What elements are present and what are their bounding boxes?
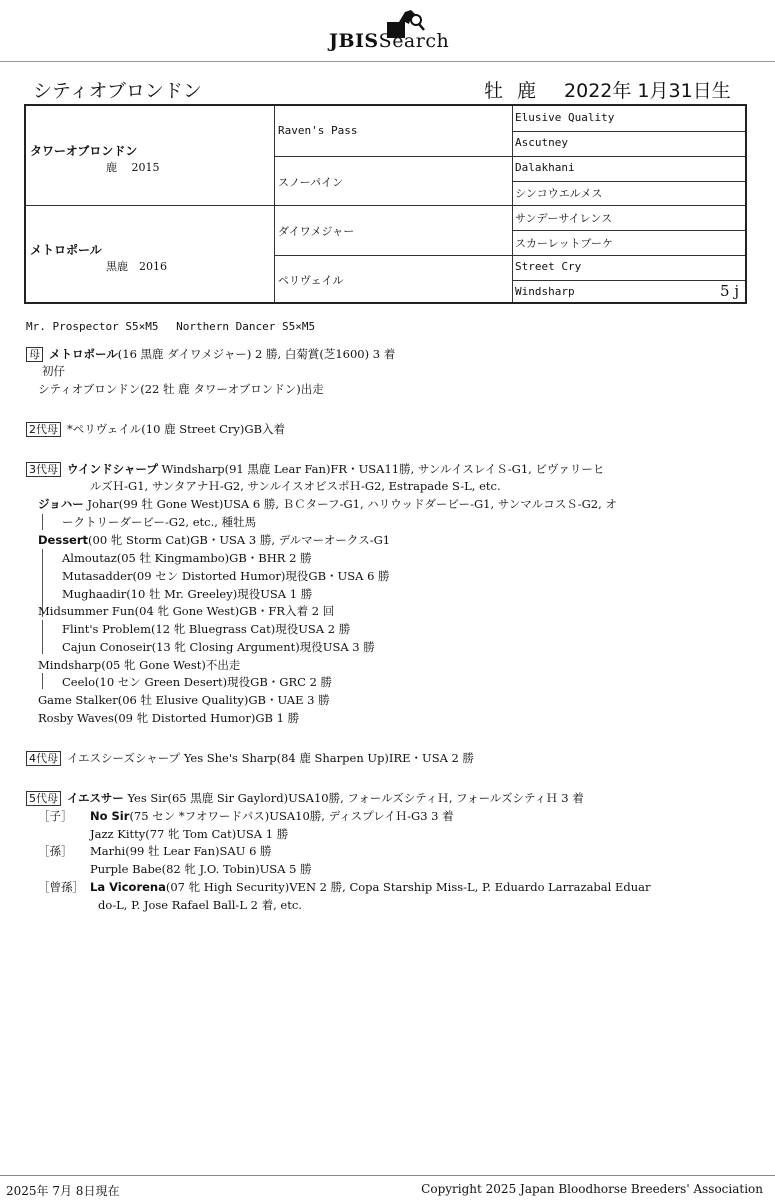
g2dam-line — [26, 422, 285, 437]
logo-text — [329, 30, 449, 52]
dam-line-name: メトロポール — [49, 347, 118, 361]
dam-info — [30, 258, 167, 274]
g5dam-line-3: Jazz Kitty(77 牝 Tom Cat)USA 1 勝 — [90, 827, 289, 841]
g4dam-text: イエスシーズシャープ Yes She's Sharp(84 鹿 Sharpen Up)IRE・USA 2 勝 — [67, 751, 475, 765]
g3dam-line-4: ークトリーダービー-G2, etc., 種牡馬 — [62, 515, 257, 529]
g3-ancestor[interactable]: Elusive Quality — [515, 111, 615, 124]
g5dam-kin-child: ［子］ — [38, 809, 73, 823]
horse-name: シティオブロンドン — [33, 80, 202, 102]
horse-birth: 2022年 1月31日生 — [564, 80, 731, 102]
g5dam-tag: 5代母 — [26, 791, 61, 806]
g3-ancestor[interactable]: スカーレットブーケ — [515, 237, 614, 250]
g3dam-line-10: Flint's Problem(12 牝 Bluegrass Cat)現役USA 2 勝 — [62, 622, 351, 636]
g3dam-line-11: Cajun Conoseir(13 牝 Closing Argument)現役USA 3 勝 — [62, 640, 375, 654]
logo-text-jbis: JBIS — [329, 30, 379, 52]
dam-line-1 — [26, 347, 395, 362]
g5dam-kin-grandchild: ［孫］ — [38, 844, 73, 858]
dam-line-2: 初仔 — [42, 364, 65, 378]
horse-color: 鹿 — [517, 80, 537, 102]
g3dam-line-6: Almoutaz(05 牡 Kingmambo)GB・BHR 2 勝 — [62, 551, 312, 565]
g3-ancestor[interactable]: Dalakhani — [515, 161, 575, 174]
g2-ancestor[interactable]: ダイワメジャー — [278, 225, 355, 238]
g2-ancestor[interactable]: スノーパイン — [278, 176, 344, 189]
g3dam-line-5 — [38, 533, 390, 547]
jbis-search-logo — [325, 8, 460, 56]
g5dam-line-7: do-L, P. Jose Rafael Ball-L 2 着, etc. — [98, 898, 302, 912]
g3dam-line-9: Midsummer Fun(04 牝 Gone West)GB・FR入着 2 回 — [38, 604, 335, 618]
horse-meta — [484, 76, 745, 103]
g3-ancestor[interactable]: Ascutney — [515, 136, 568, 149]
g2dam-text: *ペリヴェイル(10 鹿 Street Cry)GB入着 — [67, 422, 286, 436]
g4dam-line — [26, 751, 474, 766]
johar-name: ジョハー — [38, 497, 84, 511]
g5dam-line-5: Purple Babe(82 牝 J.O. Tobin)USA 5 勝 — [90, 862, 312, 876]
g2dam-tag: 2代母 — [26, 422, 61, 437]
inbreeding-text: Mr. Prospector S5×M5 Northern Dancer S5×M5 — [26, 320, 316, 333]
offspring-bar — [42, 673, 43, 689]
g3dam-line-15: Rosby Waves(09 牝 Distorted Humor)GB 1 勝 — [38, 711, 300, 725]
g3dam-line-12: Mindsharp(05 牝 Gone West)不出走 — [38, 658, 241, 672]
dam-tag: 母 — [26, 347, 43, 362]
dessert-detail: (00 牝 Storm Cat)GB・USA 3 勝, デルマーオークス-G1 — [88, 533, 391, 547]
dam-color: 黒鹿 — [106, 260, 128, 273]
g3dam-detail: Windsharp(91 黒鹿 Lear Fan)FR・USA11勝, サンルイスレイＳ-G1, ビヴァリーヒ — [157, 462, 605, 476]
footer-divider — [0, 1175, 775, 1176]
g2-ancestor[interactable]: ペリヴェイル — [278, 274, 344, 287]
g5dam-line-2 — [90, 809, 454, 823]
g5dam-name: イエスサー — [67, 791, 124, 805]
sire-color: 鹿 — [106, 161, 117, 174]
dam-line-detail: (16 黒鹿 ダイワメジャー) 2 勝, 白菊賞(芝1600) 3 着 — [117, 347, 396, 361]
g3dam-line-14: Game Stalker(06 牡 Elusive Quality)GB・UAE 3 勝 — [38, 693, 330, 707]
g3dam-line-3 — [38, 497, 617, 511]
horse-sex: 牡 — [484, 80, 504, 102]
dam-cell[interactable] — [30, 241, 167, 274]
g5dam-line-6 — [90, 880, 651, 894]
nosir-detail: (75 セン *フオワードパス)USA10勝, ディスプレイＨ-G3 3 着 — [129, 809, 454, 823]
offspring-bar — [42, 514, 43, 530]
g3dam-line-8: Mughaadir(10 牡 Mr. Greeley)現役USA 1 勝 — [62, 587, 313, 601]
g5dam-line-4: Marhi(99 牡 Lear Fan)SAU 6 勝 — [90, 844, 272, 858]
g3-ancestor[interactable]: Street Cry — [515, 260, 582, 273]
family-number: 5 j — [720, 282, 739, 300]
g3-ancestor[interactable]: サンデーサイレンス — [515, 212, 613, 225]
g3dam-tag: 3代母 — [26, 462, 61, 477]
nosir-name: No Sir — [90, 809, 130, 823]
g4dam-tag: 4代母 — [26, 751, 61, 766]
g2-ancestor[interactable]: Raven's Pass — [278, 124, 358, 137]
footer-date: 2025年 7月 8日現在 — [6, 1184, 120, 1198]
sire-info — [30, 159, 160, 175]
g3dam-line-7: Mutasadder(09 セン Distorted Humor)現役GB・USA 6 勝 — [62, 569, 390, 583]
pedigree-table — [24, 104, 747, 304]
g3dam-name: ウインドシャープ — [67, 462, 158, 476]
g5dam-line-1 — [26, 791, 584, 806]
lavicorena-name: La Vicorena — [90, 880, 166, 894]
sire-cell[interactable] — [30, 142, 160, 175]
dam-name[interactable]: メトロポール — [30, 243, 102, 257]
offspring-bar — [42, 620, 43, 654]
g5dam-kin-greatgrandchild: ［曾孫］ — [38, 880, 84, 894]
logo-text-search: Search — [378, 30, 450, 52]
g3dam-line-2: ルズＨ-G1, サンタアナＨ-G2, サンルイスオビスポＨ-G2, Estrapade S-L, etc. — [90, 479, 501, 493]
header-divider — [0, 61, 775, 62]
g3dam-line-1 — [26, 462, 604, 477]
johar-detail: Johar(99 牡 Gone West)USA 6 勝, ＢＣターフ-G1, ハリウッドダービー-G1, サンマルコスＳ-G2, オ — [83, 497, 617, 511]
g3-ancestor[interactable]: シンコウエルメス — [515, 187, 603, 200]
footer-copyright: Copyright 2025 Japan Bloodhorse Breeders' Association — [421, 1182, 763, 1196]
lavicorena-detail: (07 牝 High Security)VEN 2 勝, Copa Starship Miss-L, P. Eduardo Larrazabal Eduar — [165, 880, 651, 894]
dessert-name: Dessert — [38, 533, 89, 547]
dam-line-3: シティオブロンドン(22 牡 鹿 タワーオブロンドン)出走 — [38, 382, 324, 396]
g3dam-line-13: Ceelo(10 セン Green Desert)現役GB・GRC 2 勝 — [62, 675, 333, 689]
g3-ancestor[interactable]: Windsharp — [515, 285, 575, 298]
dam-year: 2016 — [139, 260, 167, 273]
sire-year: 2015 — [131, 161, 160, 174]
sire-name[interactable]: タワーオブロンドン — [30, 144, 138, 158]
g5dam-detail: Yes Sir(65 黒鹿 Sir Gaylord)USA10勝, フォールズシティＨ, フォールズシティＨ 3 着 — [123, 791, 584, 805]
